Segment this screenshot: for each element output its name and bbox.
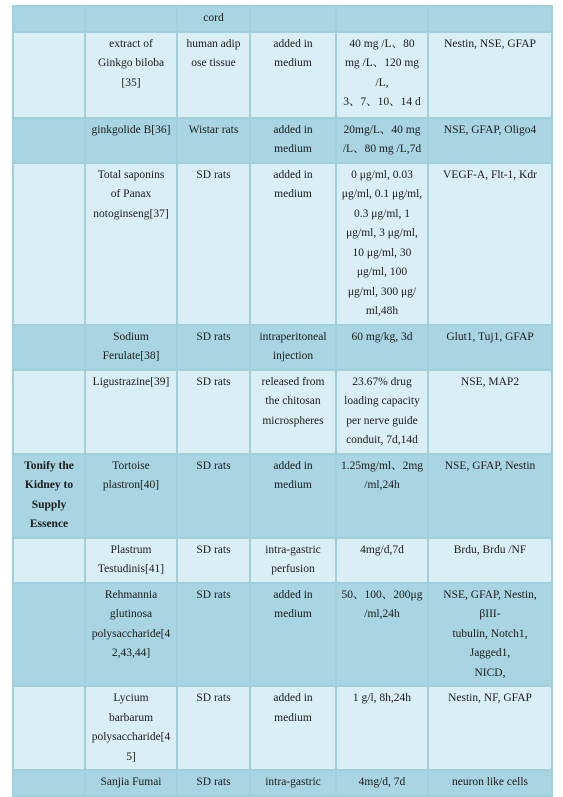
concentration-line: per nerve guide (346, 414, 418, 427)
method-line: intra-gastric (265, 543, 321, 556)
concentration-line: 20mg/L、40 mg (343, 123, 421, 136)
table-row (13, 163, 552, 325)
drug-line: of Panax (110, 188, 152, 200)
markers-line: neuron like cells (451, 776, 528, 788)
concentration-line: ml,48h (365, 305, 399, 317)
concentration-line: μg/ml, 100 (356, 266, 408, 278)
cell-category (13, 770, 85, 796)
method-line: perfusion (271, 563, 315, 575)
cell-method (250, 538, 336, 583)
source-line: ose tissue (191, 57, 236, 69)
concentration-line: 4mg/d,7d (360, 543, 404, 556)
concentration-line: 10 μg/ml, 30 (352, 246, 412, 259)
cell-markers (428, 538, 552, 583)
concentration-line: μg/ml, 300 μg/ (347, 285, 417, 298)
source-line: SD rats (196, 776, 231, 788)
concentration-line: mg /L、120 mg (344, 57, 420, 69)
drug-line: Ferulate[38] (102, 350, 160, 362)
source-line: SD rats (196, 543, 231, 556)
drug-line: Total saponins (97, 168, 165, 181)
cell-markers (428, 6, 552, 32)
method-line: intra-gastric (265, 776, 321, 788)
cell-method (250, 454, 336, 538)
cell-category (13, 686, 85, 770)
concentration-line: μg/ml, 3 μg/ml, (346, 227, 418, 239)
source-line: SD rats (196, 330, 231, 343)
concentration-line: 50、100、200μg (341, 588, 423, 601)
concentration-line: 4mg/d, 7d (358, 776, 406, 788)
markers-line: Nestin, NSE, GFAP (444, 37, 536, 50)
method-line: added in (273, 692, 313, 704)
cell-source (177, 32, 250, 118)
table-row (13, 6, 552, 32)
concentration-line: loading capacity (344, 395, 420, 407)
drug-line: Sanjia Fumai (100, 776, 162, 788)
table-row (13, 583, 552, 687)
cell-category (13, 118, 85, 163)
source-line: human adip (186, 37, 241, 50)
cell-source (177, 6, 250, 32)
drug-line: notoginseng[37] (93, 207, 169, 220)
drug-line: Sodium (113, 330, 149, 343)
cell-markers (428, 370, 552, 454)
method-line: medium (274, 57, 312, 69)
table-row (13, 770, 552, 796)
cell-markers (428, 770, 552, 796)
cell-markers (428, 325, 552, 370)
markers-line: VEGF-A, Flt-1, Kdr (443, 168, 537, 181)
cell-drug (85, 32, 177, 118)
cell-drug (85, 538, 177, 583)
table-row (13, 454, 552, 538)
cell-markers (428, 32, 552, 118)
drug-line: 2,43,44] (111, 647, 151, 659)
concentration-line: 40 mg /L、80 (349, 37, 415, 50)
cell-drug (85, 454, 177, 538)
method-line: intraperitoneal (259, 330, 327, 343)
table-row (13, 370, 552, 454)
cell-markers (428, 163, 552, 325)
cell-source (177, 686, 250, 770)
drug-line: Testudinis[41] (97, 563, 165, 575)
cell-category (13, 370, 85, 454)
markers-line: Brdu, Brdu /NF (453, 543, 527, 556)
cell-method (250, 583, 336, 687)
cell-markers (428, 686, 552, 770)
cell-category (13, 6, 85, 32)
cell-category (13, 163, 85, 325)
concentration-line: 1 g/l, 8h,24h (352, 692, 412, 704)
table-row (13, 538, 552, 583)
drug-line: polysaccharide[4 (91, 627, 171, 640)
cell-concentration (336, 118, 428, 163)
concentration-line: 1.25mg/ml、2mg (340, 459, 424, 472)
method-line: the chitosan (265, 395, 321, 407)
cell-drug (85, 686, 177, 770)
category-line: Tonify the (24, 459, 74, 472)
markers-line: Nestin, NF, GFAP (448, 692, 532, 704)
method-line: injection (272, 350, 314, 362)
concentration-line: 3、7、10、14 d (343, 96, 421, 108)
concentration-line: /L, (375, 76, 389, 89)
source-line: Wistar rats (188, 123, 239, 136)
concentration-line: 0.3 μg/ml, 1 (353, 207, 410, 220)
cell-method (250, 770, 336, 796)
cell-category (13, 32, 85, 118)
drug-line: extract of (109, 37, 153, 50)
category-line: Kidney to (24, 479, 74, 491)
drug-line: Plastrum (110, 543, 152, 556)
cell-source (177, 163, 250, 325)
method-line: added in (273, 168, 313, 181)
method-line: added in (273, 37, 313, 50)
concentration-line: 0 μg/ml, 0.03 (351, 168, 413, 181)
drug-line: plastron[40] (102, 479, 160, 491)
cell-category (13, 325, 85, 370)
drug-line: [35] (121, 76, 141, 89)
cell-source (177, 770, 250, 796)
markers-line: NSE, GFAP, Nestin (444, 459, 536, 472)
cell-source (177, 325, 250, 370)
concentration-line: 60 mg/kg, 3d (351, 330, 413, 343)
method-line: added in (273, 459, 313, 472)
table-row (13, 118, 552, 163)
cell-category (13, 454, 85, 538)
method-line: medium (274, 479, 312, 491)
method-line: medium (274, 608, 312, 620)
cell-drug (85, 370, 177, 454)
cell-method (250, 325, 336, 370)
drug-line: barbarum (108, 711, 154, 724)
cell-source (177, 454, 250, 538)
table-row (13, 32, 552, 118)
cell-drug (85, 325, 177, 370)
method-line: added in (273, 123, 313, 136)
markers-line: Glut1, Tuj1, GFAP (446, 330, 534, 343)
source-line: SD rats (196, 588, 231, 601)
concentration-line: μg/ml, 0.1 μg/ml, (341, 188, 423, 200)
table-row (13, 686, 552, 770)
drug-line: Ginkgo biloba (97, 57, 165, 69)
cell-source (177, 583, 250, 687)
drug-line: ginkgolide B[36] (91, 123, 171, 136)
drug-line: Tortoise (112, 459, 150, 472)
cell-method (250, 6, 336, 32)
concentration-line: /L、80 mg /L,7d (342, 143, 422, 155)
drug-line: 5] (126, 750, 136, 763)
category-line: Essence (29, 518, 69, 530)
cell-source (177, 538, 250, 583)
source-line: cord (203, 12, 224, 24)
concentration-line: 23.67% drug (352, 375, 412, 388)
method-line: microspheres (262, 414, 324, 427)
concentration-line: /ml,24h (364, 608, 400, 620)
method-line: medium (274, 143, 312, 155)
drug-line: Rehmannia (104, 588, 158, 601)
cell-concentration (336, 6, 428, 32)
method-line: released from (261, 375, 325, 388)
cell-concentration (336, 454, 428, 538)
cell-concentration (336, 370, 428, 454)
table-row (13, 325, 552, 370)
cell-concentration (336, 325, 428, 370)
cell-concentration (336, 686, 428, 770)
markers-line: NSE, MAP2 (460, 375, 520, 388)
cell-markers (428, 118, 552, 163)
cell-method (250, 686, 336, 770)
cell-concentration (336, 770, 428, 796)
cell-category (13, 583, 85, 687)
cell-concentration (336, 583, 428, 687)
concentration-line: /ml,24h (364, 479, 400, 491)
concentration-line: conduit, 7d,14d (346, 434, 418, 446)
markers-line: NSE, GFAP, Nestin, βIII- (443, 588, 537, 620)
source-line: SD rats (196, 459, 231, 472)
source-line: SD rats (196, 375, 231, 388)
cell-method (250, 370, 336, 454)
drug-line: glutinosa (109, 608, 153, 620)
cell-source (177, 118, 250, 163)
markers-line: NICD, (474, 666, 506, 679)
source-line: SD rats (196, 692, 231, 704)
drug-line: polysaccharide[4 (91, 731, 171, 743)
cell-source (177, 370, 250, 454)
method-line: medium (274, 711, 312, 724)
drug-line: Ligustrazine[39] (92, 375, 170, 388)
cell-method (250, 163, 336, 325)
cell-concentration (336, 163, 428, 325)
category-line: Supply (31, 498, 67, 511)
data-table (12, 5, 553, 797)
cell-drug (85, 583, 177, 687)
cell-method (250, 32, 336, 118)
cell-method (250, 118, 336, 163)
cell-concentration (336, 32, 428, 118)
method-line: added in (273, 588, 313, 601)
cell-concentration (336, 538, 428, 583)
cell-markers (428, 583, 552, 687)
cell-drug (85, 6, 177, 32)
cell-markers (428, 454, 552, 538)
drug-line: Lycium (113, 692, 149, 704)
markers-line: tubulin, Notch1, Jagged1, (452, 627, 528, 659)
cell-drug (85, 118, 177, 163)
cell-drug (85, 163, 177, 325)
method-line: medium (274, 188, 312, 200)
markers-line: NSE, GFAP, Oligo4 (443, 123, 537, 136)
cell-drug (85, 770, 177, 796)
source-line: SD rats (196, 168, 231, 181)
cell-category (13, 538, 85, 583)
